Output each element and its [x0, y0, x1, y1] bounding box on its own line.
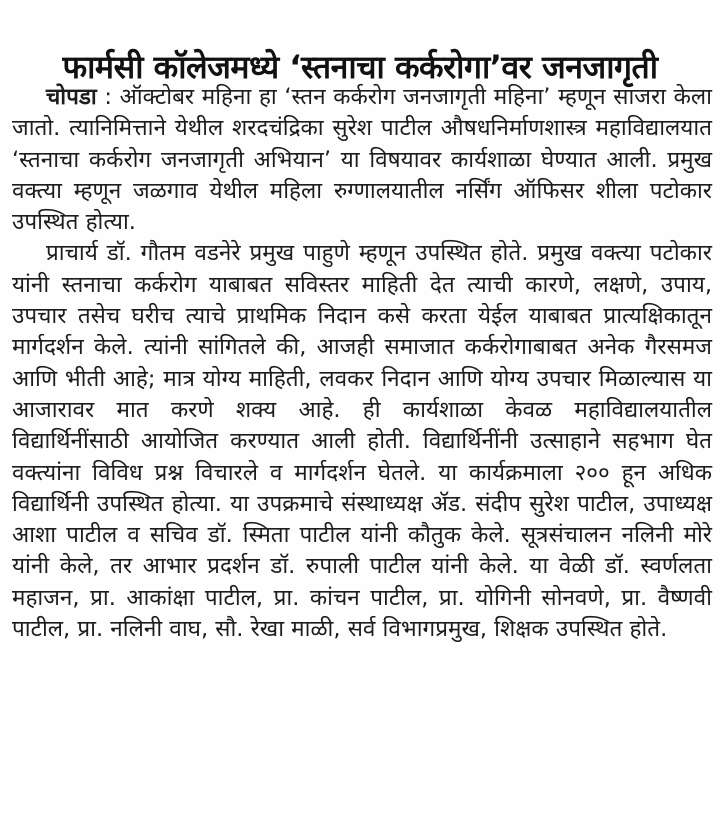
article-body	[12, 82, 712, 645]
headline: फार्मसी कॉलेजमध्ये ‘स्तनाचा कर्करोगा’वर जनजागृती	[62, 48, 658, 87]
article-paragraph-2: प्राचार्य डॉ. गौतम वडनेरे प्रमुख पाहुणे म्हणून उपस्थित होते. प्रमुख वक्त्या पटोकार यांनी स्तनाचा कर्करोग याबाबत सविस्तर माहिती देत त्याची कारणे, लक्षणे, उपाय, उपचार तसेच घरीच त्याचे प्राथमिक निदान कसे करता येईल याबाबत प्रात्यक्षिकातून मार्गदर्शन केले. त्यांनी सांगितले की, आजही समाजात कर्करोगाबाबत अनेक गैरसमज आणि भीती आहे; मात्र योग्य माहिती, लवकर निदान आणि योग्य उपचार मिळाल्यास या आजारावर मात करणे शक्य आहे. ही कार्यशाळा केवळ महाविद्यालयातील विद्यार्थिनींसाठी आयोजित करण्यात आली होती. विद्यार्थिनींनी उत्साहाने सहभाग घेत वक्त्यांना विविध प्रश्न विचारले व मार्गदर्शन घेतले. या कार्यक्रमाला २०० हून अधिक विद्यार्थिनी उपस्थित होत्या. या उपक्रमाचे संस्थाध्यक्ष ॲड. संदीप सुरेश पाटील, उपाध्यक्ष आशा पाटील व सचिव डॉ. स्मिता पाटील यांनी कौतुक केले. सूत्रसंचालन नलिनी मोरे यांनी केले, तर आभार प्रदर्शन डॉ. रुपाली पाटील यांनी केले. या वेळी डॉ. स्वर्णलता महाजन, प्रा. आकांक्षा पाटील, प्रा. कांचन पाटील, प्रा. योगिनी सोनवणे, प्रा. वैष्णवी पाटील, प्रा. नलिनी वाघ, सौ. रेखा माळी, सर्व विभागप्रमुख, शिक्षक उपस्थित होते.	[12, 240, 712, 643]
dateline: चोपडा	[46, 84, 97, 110]
paragraph-1-text: ऑक्टोबर महिना हा ‘स्तन कर्करोग जनजागृती महिना’ म्हणून साजरा केला जातो. त्यानिमित्ताने येथील शरदचंद्रिका सुरेश पाटील औषधनिर्माणशास्त्र महाविद्यालयात ‘स्तनाचा कर्करोग जनजागृती अभियान’ या विषयावर कार्यशाळा घेण्यात आली. प्रमुख वक्त्या म्हणून जळगाव येथील महिला रुग्णालयातील नर्सिंग ऑफिसर शीला पटोकार उपस्थित होत्या.	[12, 84, 712, 236]
article-paragraph-1	[12, 82, 712, 238]
dateline-separator: :	[96, 84, 120, 110]
